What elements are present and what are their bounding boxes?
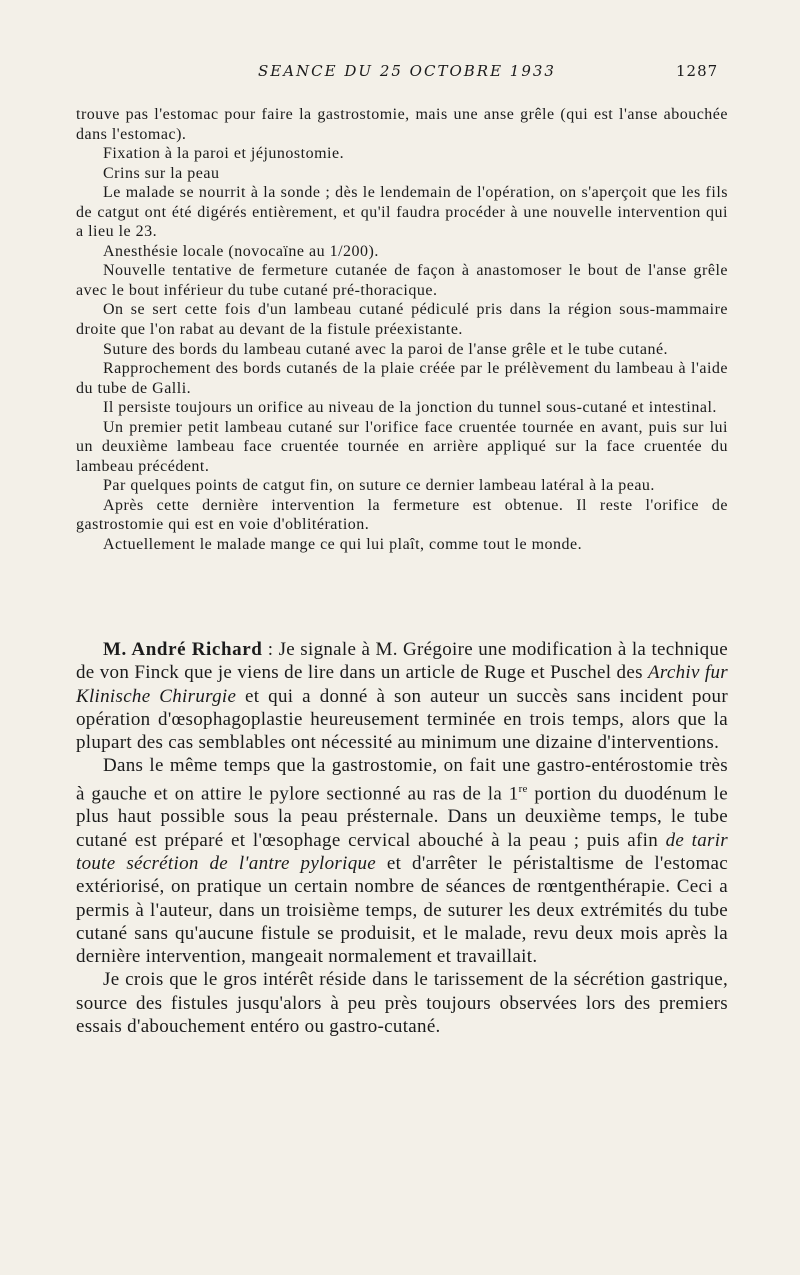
page-number: 1287 [676,62,719,80]
running-header [0,62,800,86]
ordinal-superscript: re [518,782,528,795]
case-paragraph: On se sert cette fois d'un lambeau cutané pédiculé pris dans la région sous-mammaire droite que l'on rabat au devant de la fistule préexistante. [76,301,728,339]
case-paragraph: Il persiste toujours un orifice au niveau de la jonction du tunnel sous-cutané et intestinal. [103,399,717,417]
discussion-paragraph-3: Je crois que le gros intérêt réside dans le tarissement de la sécrétion gastrique, source des fistules jusqu'alors à peu près toujours observées lors des premiers essais d'abouchement entéro ou gastro-cutané. [76,969,728,1038]
case-paragraph: Le malade se nourrit à la sonde ; dès le lendemain de l'opération, on s'aperçoit que les fils de catgut ont été digérés entièrement, et qu'il faudra procéder à une nouvelle intervention qui a lieu le 23. [76,184,728,241]
case-paragraph: Un premier petit lambeau cutané sur l'orifice face cruentée tournée en avant, puis sur lui un deuxième lambeau face cruentée tournée en arrière appliqué sur la face cruentée du lambeau précédent. [76,418,728,475]
emphasis-text: de tarir toute sécrétion de l'antre pylorique [76,829,728,874]
journal-title: Archiv fur Klinische Chirurgie [76,662,728,707]
case-paragraph: Fixation à la paroi et jéjunostomie. [103,145,345,163]
discussion-text: portion du duodénum le plus haut possible sous la peau présternale. Dans un deuxième temps, le tube cutané est préparé et l'œsophage cervical abouché à la peau ; puis afin [76,783,728,851]
case-report-section [76,105,728,555]
speaker-name: M. André Richard [103,639,263,660]
running-title: SEANCE DU 25 OCTOBRE 1933 [258,62,556,80]
case-paragraph: Actuellement le malade mange ce qui lui plaît, comme tout le monde. [103,536,583,554]
discussion-section [76,638,728,1038]
case-paragraph: Anesthésie locale (novocaïne au 1/200). [103,242,379,260]
case-paragraph: trouve pas l'estomac pour faire la gastrostomie, mais une anse grêle (qui est l'anse abouchée dans l'estomac). [76,106,728,143]
discussion-text: et d'arrêter le péristaltisme de l'estomac extériorisé, on pratique un certain nombre de séances de rœntgenthérapie. Ceci a permis à l'auteur, dans un troisième temps, de suturer les deux extrémités du tube cutané sans qu'aucune fistule se produisit, et le malade, revu deux mois après la dernière intervention, mangeait normalement et travaillait. [76,853,728,968]
discussion-text: : Je signale à M. Grégoire une modification à la technique de von Finck que je viens de lire dans un article de Ruge et Puschel des [76,639,728,684]
case-paragraph: Suture des bords du lambeau cutané avec la paroi de l'anse grêle et le tube cutané. [103,340,669,358]
discussion-text: Dans le même temps que la gastrostomie, on fait une gastro-entérostomie très à gauche et on attire le pylore sectionné au ras de la 1 [76,755,728,805]
case-paragraph: Par quelques points de catgut fin, on suture ce dernier lambeau latéral à la peau. [103,477,655,495]
discussion-text: et qui a donné à son auteur un succès sans incident pour opération d'œsophagoplastie heureusement terminée en trois temps, alors que la plupart des cas semblables ont nécessité au minimum une dizaine d'interventions. [76,685,728,754]
case-paragraph: Rapprochement des bords cutanés de la plaie créée par le prélèvement du lambeau à l'aide du tube de Galli. [76,360,728,397]
discussion-paragraph-2 [76,754,728,968]
case-paragraph: Après cette dernière intervention la fermeture est obtenue. Il reste l'orifice de gastrostomie qui est en voie d'oblitération. [76,496,728,534]
case-paragraph: Nouvelle tentative de fermeture cutanée de façon à anastomoser le bout de l'anse grêle avec le bout inférieur du tube cutané pré-thoracique. [76,262,728,299]
discussion-paragraph-1 [76,638,728,754]
case-paragraph: Crins sur la peau [103,164,220,182]
